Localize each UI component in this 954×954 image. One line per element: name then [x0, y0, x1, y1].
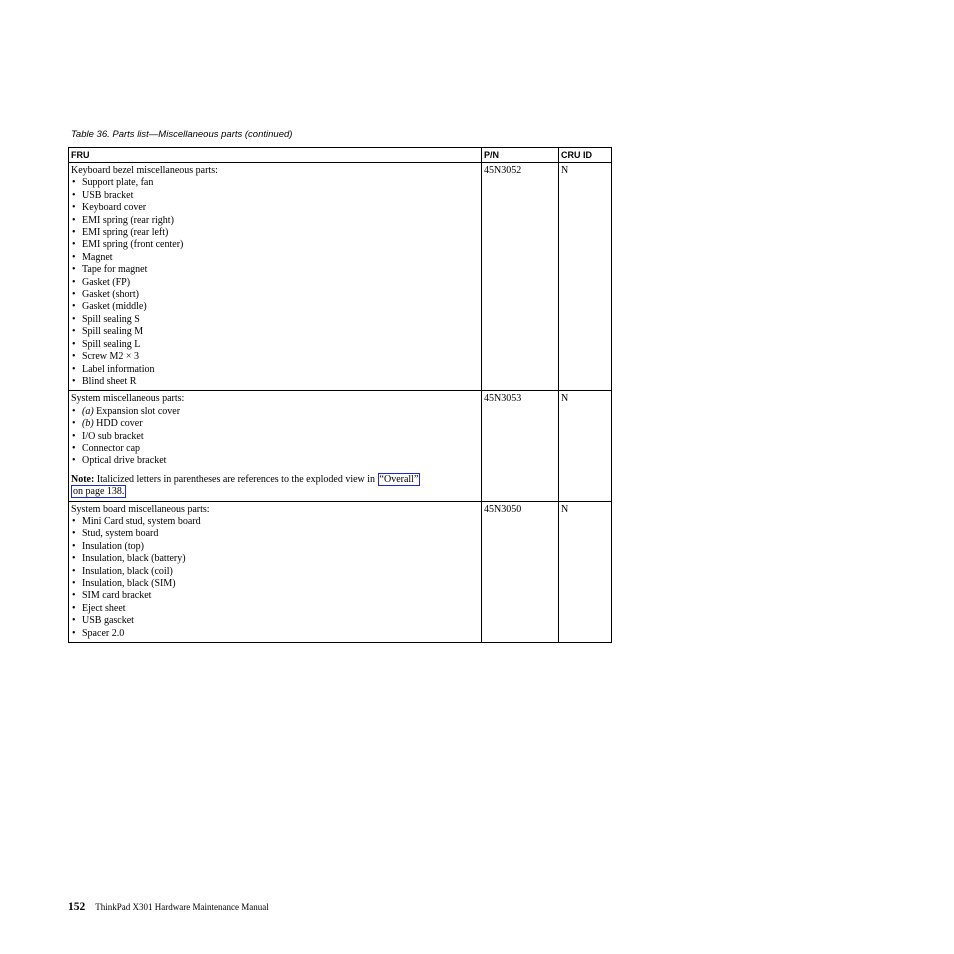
list-item	[71, 578, 479, 590]
bullet-icon: •	[72, 540, 76, 552]
list-item	[71, 603, 479, 615]
bullet-icon: •	[72, 214, 76, 226]
list-item	[71, 177, 479, 189]
list-item	[71, 326, 479, 338]
part-name: Blind sheet R	[82, 375, 137, 387]
bullet-icon: •	[72, 375, 76, 387]
part-name: EMI spring (rear right)	[82, 214, 174, 226]
bullet-icon: •	[72, 405, 76, 417]
part-name: Spill sealing M	[82, 326, 144, 338]
bullet-icon: •	[72, 627, 76, 639]
part-name: Mini Card stud, system board	[82, 515, 201, 527]
exploded-view-ref: (b)	[82, 418, 94, 430]
group-title: Keyboard bezel miscellaneous parts:	[71, 165, 218, 176]
part-name: Gasket (middle)	[82, 301, 147, 313]
list-item	[71, 339, 479, 351]
list-item	[71, 418, 479, 430]
fru-cell	[69, 163, 482, 391]
table-row-keyboard-bezel	[69, 163, 612, 391]
list-item	[71, 289, 479, 301]
bullet-icon: •	[72, 553, 76, 565]
table-row-system-board	[69, 501, 612, 642]
part-name: Insulation, black (coil)	[82, 565, 173, 577]
list-item	[71, 364, 479, 376]
cru-cell: N	[559, 501, 612, 642]
header-fru: FRU	[69, 148, 482, 163]
part-name: Tape for magnet	[82, 264, 148, 276]
note-paragraph	[71, 474, 479, 499]
bullet-icon: •	[72, 442, 76, 454]
bullet-icon: •	[72, 276, 76, 288]
overall-link-page[interactable]: on page 138.	[73, 486, 125, 498]
list-item	[71, 314, 479, 326]
page-footer	[68, 901, 269, 913]
part-name: SIM card bracket	[82, 590, 152, 602]
bullet-icon: •	[72, 515, 76, 527]
overall-link[interactable]: “Overall”	[379, 473, 419, 485]
part-name: Keyboard cover	[82, 202, 147, 214]
list-item	[71, 566, 479, 578]
parts-table	[68, 147, 612, 643]
bullet-icon: •	[72, 227, 76, 239]
bullet-icon: •	[72, 202, 76, 214]
list-item	[71, 277, 479, 289]
bullet-icon: •	[72, 289, 76, 301]
part-name: Insulation, black (SIM)	[82, 578, 176, 589]
note-text: Italicized letters in parentheses are references to the exploded view in	[96, 473, 376, 485]
bullet-icon: •	[72, 326, 76, 338]
list-item	[71, 553, 479, 565]
pn-cell: 45N3050	[482, 501, 559, 642]
part-name: Spacer 2.0	[82, 627, 125, 639]
bullet-icon: •	[72, 363, 76, 375]
list-item	[71, 351, 479, 363]
bullet-icon: •	[72, 565, 76, 577]
list-item	[71, 528, 479, 540]
part-name: Expansion slot cover	[96, 405, 181, 417]
group-title: System board miscellaneous parts:	[71, 503, 210, 515]
list-item	[71, 301, 479, 313]
cru-cell: N	[559, 163, 612, 391]
bullet-icon: •	[72, 313, 76, 325]
header-pn: P/N	[482, 148, 559, 163]
bullet-icon: •	[72, 177, 76, 189]
part-name: Spill sealing L	[82, 338, 141, 350]
list-item	[71, 615, 479, 627]
part-name: Stud, system board	[82, 528, 159, 540]
fru-cell	[69, 391, 482, 501]
bullet-icon: •	[72, 602, 76, 614]
bullet-icon: •	[72, 418, 76, 430]
part-name: USB bracket	[82, 189, 134, 201]
table-header-row	[69, 148, 612, 163]
list-item	[71, 202, 479, 214]
part-name: Screw M2 × 3	[82, 351, 140, 363]
list-item	[71, 590, 479, 602]
part-name: Connector cap	[82, 442, 141, 454]
part-name: Spill sealing S	[82, 313, 140, 325]
pn-cell: 45N3053	[482, 391, 559, 501]
part-name: EMI spring (rear left)	[82, 227, 169, 239]
manual-title: ThinkPad X301 Hardware Maintenance Manual	[95, 902, 269, 912]
bullet-icon: •	[72, 528, 76, 540]
header-cru-id: CRU ID	[559, 148, 612, 163]
part-name: HDD cover	[96, 418, 143, 430]
bullet-icon: •	[72, 338, 76, 350]
bullet-icon: •	[72, 264, 76, 276]
list-item	[71, 239, 479, 251]
part-name: EMI spring (front center)	[82, 239, 184, 251]
cru-cell: N	[559, 391, 612, 501]
list-item	[71, 628, 479, 640]
list-item	[71, 406, 479, 418]
note-label: Note:	[71, 473, 95, 485]
part-name: Magnet	[82, 251, 113, 263]
list-item	[71, 264, 479, 276]
table-caption: Table 36. Parts list—Miscellaneous parts (continued)	[71, 129, 293, 140]
group-title: System miscellaneous parts:	[71, 393, 185, 405]
parts-list	[71, 177, 479, 388]
part-name: Insulation, black (battery)	[82, 553, 186, 565]
list-item	[71, 252, 479, 264]
part-name: Gasket (FP)	[82, 276, 131, 288]
part-name: Insulation (top)	[82, 540, 144, 552]
list-item	[71, 516, 479, 528]
bullet-icon: •	[72, 189, 76, 201]
part-name: Eject sheet	[82, 602, 126, 614]
list-item	[71, 215, 479, 227]
list-item	[71, 431, 479, 443]
bullet-icon: •	[72, 251, 76, 263]
table-row-system	[69, 391, 612, 501]
list-item	[71, 190, 479, 202]
part-name: I/O sub bracket	[82, 430, 144, 442]
list-item	[71, 455, 479, 467]
bullet-icon: •	[72, 578, 76, 589]
parts-list	[71, 516, 479, 640]
part-name: USB gascket	[82, 615, 134, 627]
part-name: Gasket (short)	[82, 289, 139, 301]
part-name: Optical drive bracket	[82, 455, 167, 467]
bullet-icon: •	[72, 351, 76, 363]
pn-cell: 45N3052	[482, 163, 559, 391]
part-name: Support plate, fan	[82, 177, 154, 189]
list-item	[71, 227, 479, 239]
bullet-icon: •	[72, 301, 76, 313]
bullet-icon: •	[72, 430, 76, 442]
bullet-icon: •	[72, 455, 76, 467]
bullet-icon: •	[72, 615, 76, 627]
bullet-icon: •	[72, 239, 76, 251]
list-item	[71, 541, 479, 553]
bullet-icon: •	[72, 590, 76, 602]
page-number: 152	[68, 901, 86, 913]
parts-list	[71, 406, 479, 468]
part-name: Label information	[82, 363, 155, 375]
list-item	[71, 376, 479, 388]
fru-cell	[69, 501, 482, 642]
exploded-view-ref: (a)	[82, 405, 94, 417]
list-item	[71, 443, 479, 455]
